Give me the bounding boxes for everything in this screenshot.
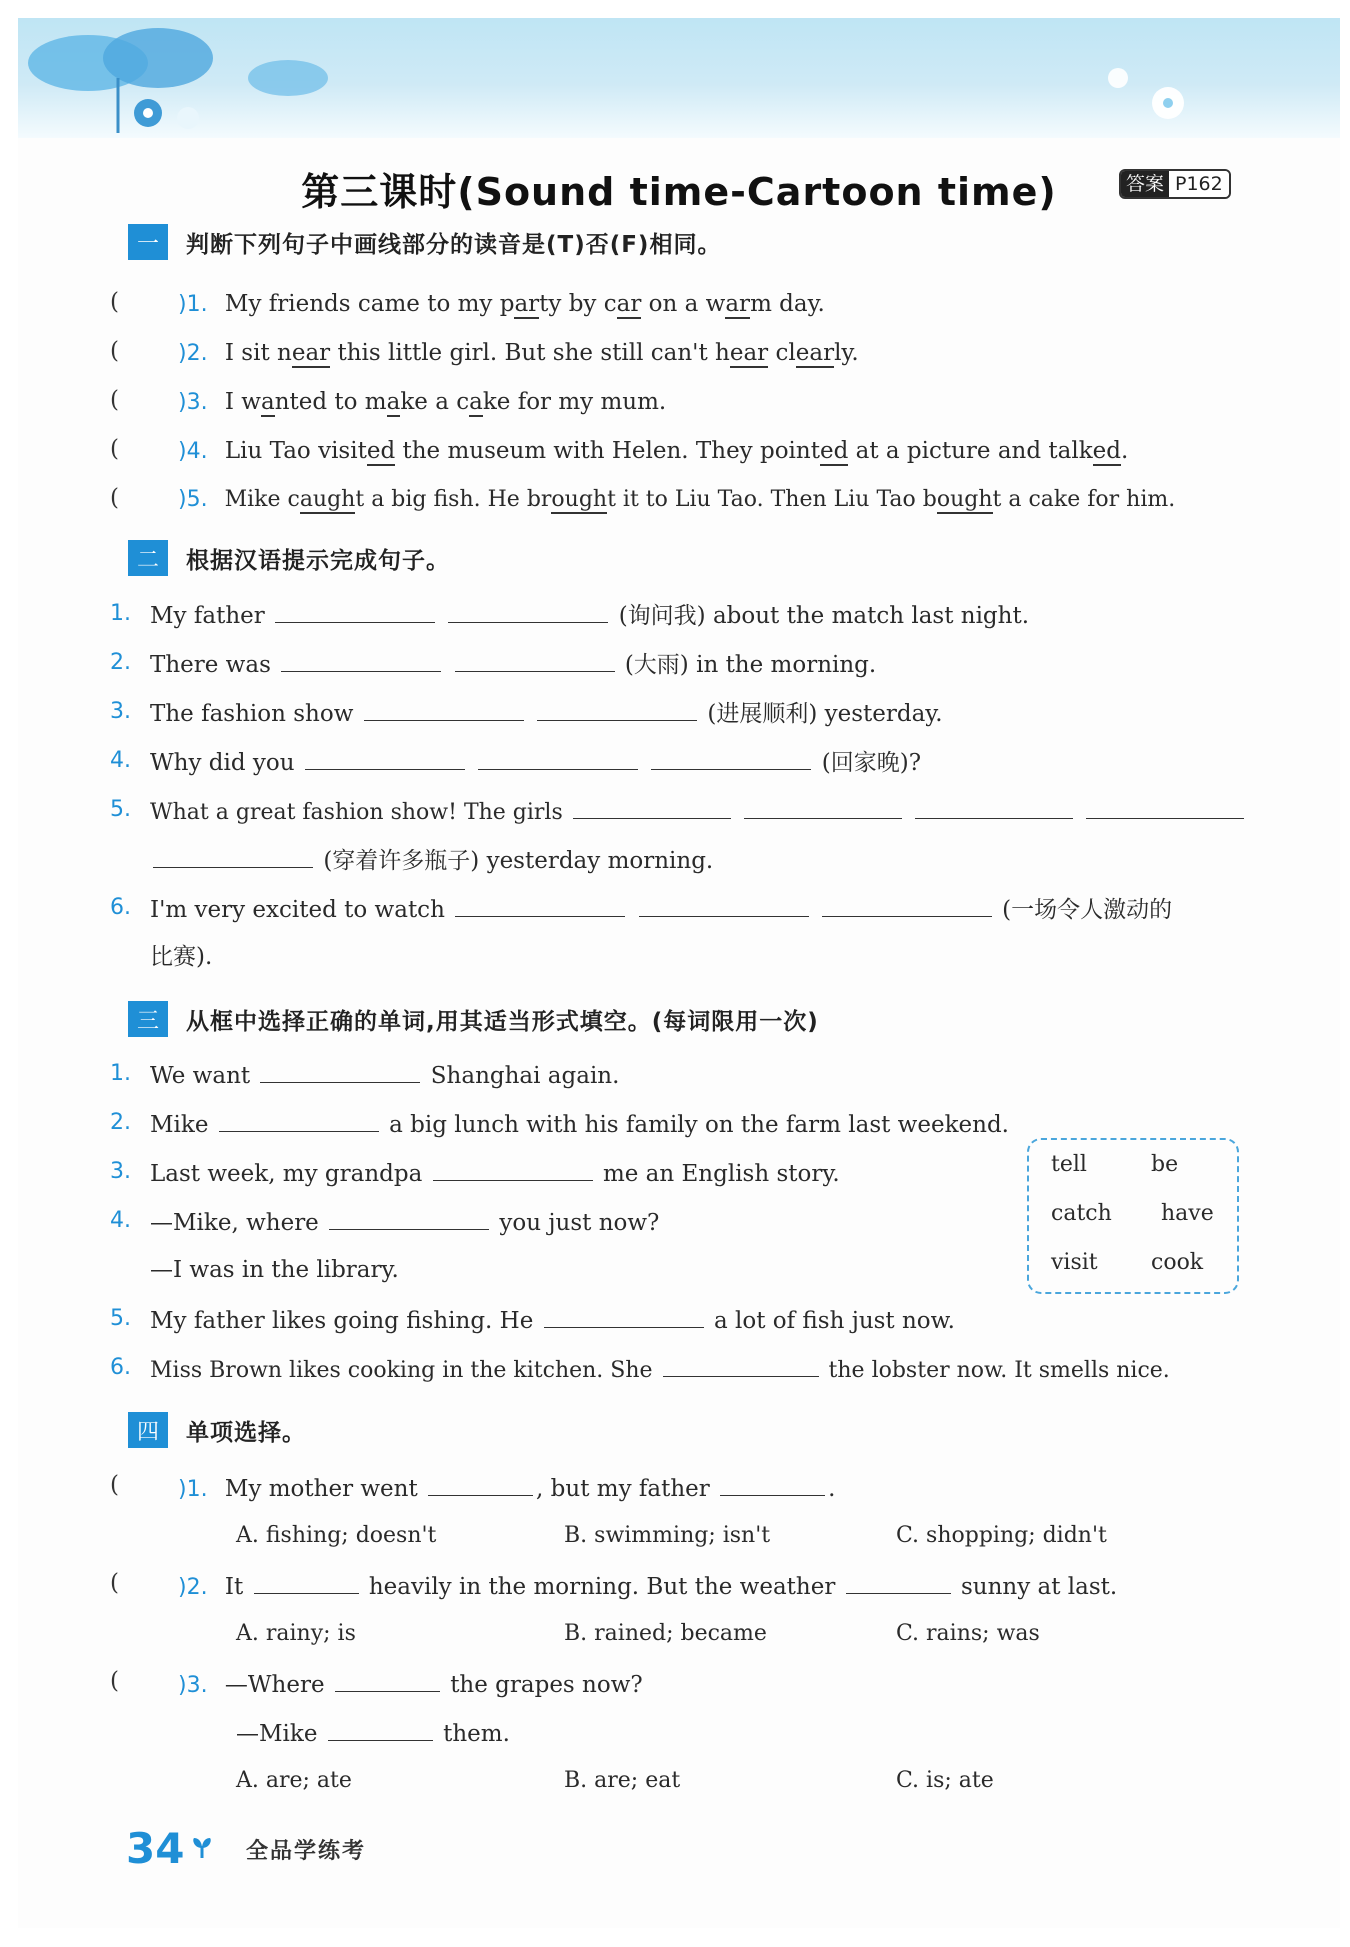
- answer-blank[interactable]: [455, 892, 625, 917]
- section-4-number: 四: [128, 1412, 168, 1448]
- answer-blank[interactable]: [639, 892, 809, 917]
- item-number: 6.: [110, 895, 131, 920]
- option-c[interactable]: C. shopping; didn't: [896, 1523, 1107, 1548]
- word-bank-word: have: [1161, 1201, 1214, 1226]
- item-number: 1.: [110, 601, 131, 626]
- s2-question-6-cont: 比赛).: [150, 944, 213, 970]
- header-banner: [18, 18, 1340, 138]
- answer-bracket: (: [110, 485, 119, 511]
- s4-question-2: )2. It heavily in the morning. But the weather sunny at last.: [178, 1569, 1117, 1604]
- answer-blank[interactable]: [651, 745, 811, 770]
- answer-blank[interactable]: [281, 647, 441, 672]
- item-number: 3.: [110, 1159, 131, 1184]
- option-c[interactable]: C. rains; was: [896, 1621, 1040, 1646]
- answer-blank[interactable]: [720, 1471, 825, 1496]
- answer-bracket[interactable]: (: [110, 1472, 119, 1498]
- worksheet-page: [18, 18, 1340, 1928]
- word-bank-word: be: [1151, 1152, 1179, 1177]
- answer-bracket: (: [110, 338, 119, 364]
- option-b[interactable]: B. rained; became: [564, 1621, 767, 1646]
- item-number: )1.: [178, 292, 208, 317]
- s2-question-2: There was (大雨) in the morning.: [150, 647, 876, 681]
- sentence: My friends came to my party by car on a warm day.: [224, 291, 825, 317]
- s4-question-3-reply: —Mike them.: [236, 1716, 510, 1750]
- answer-bracket: (: [110, 436, 119, 462]
- item-number: 6.: [110, 1355, 131, 1380]
- section-2-header: [128, 540, 450, 576]
- answer-blank[interactable]: [329, 1205, 489, 1230]
- option-c[interactable]: C. is; ate: [896, 1768, 994, 1793]
- answer-blank[interactable]: [305, 745, 465, 770]
- page-number: 34: [126, 1824, 185, 1873]
- item-number: 5.: [110, 797, 131, 822]
- answer-blank[interactable]: [153, 843, 313, 868]
- item-number: 4.: [110, 1208, 131, 1233]
- publisher-name: 全品学练考: [246, 1839, 367, 1864]
- option-a[interactable]: A. are; ate: [236, 1768, 352, 1793]
- option-a[interactable]: A. fishing; doesn't: [236, 1523, 437, 1548]
- item-number: )5.: [178, 487, 208, 512]
- answer-blank[interactable]: [915, 794, 1073, 819]
- answer-blank[interactable]: [428, 1471, 533, 1496]
- section-3-instruction: 从框中选择正确的单词,用其适当形式填空。(每词限用一次): [186, 1008, 819, 1035]
- answer-blank[interactable]: [455, 647, 615, 672]
- answer-blank[interactable]: [254, 1569, 359, 1594]
- answer-blank[interactable]: [275, 598, 435, 623]
- answer-blank[interactable]: [744, 794, 902, 819]
- answer-blank[interactable]: [822, 892, 992, 917]
- answer-blank[interactable]: [846, 1569, 951, 1594]
- section-4-instruction: 单项选择。: [186, 1419, 306, 1446]
- s2-question-5-cont: (穿着许多瓶子) yesterday morning.: [150, 843, 713, 877]
- word-bank-box: [1027, 1138, 1239, 1294]
- word-bank-word: catch: [1051, 1201, 1112, 1226]
- answer-label: 答案: [1121, 171, 1169, 197]
- page-title: 第三课时(Sound time-Cartoon time): [301, 170, 1057, 214]
- answer-blank[interactable]: [433, 1156, 593, 1181]
- s2-question-5: What a great fashion show! The girls: [150, 794, 1247, 829]
- section-4-header: [128, 1412, 306, 1448]
- item-number: )2.: [178, 341, 208, 366]
- item-number: )4.: [178, 439, 208, 464]
- section-2-instruction: 根据汉语提示完成句子。: [186, 547, 450, 574]
- section-3-number: 三: [128, 1001, 168, 1037]
- answer-bracket[interactable]: (: [110, 1668, 119, 1694]
- answer-blank[interactable]: [1086, 794, 1244, 819]
- item-number: 2.: [110, 650, 131, 675]
- answer-blank[interactable]: [478, 745, 638, 770]
- word-bank-word: tell: [1051, 1152, 1087, 1177]
- item-number: 1.: [110, 1061, 131, 1086]
- s3-question-2: Mike a big lunch with his family on the farm last weekend.: [150, 1107, 1009, 1141]
- answer-blank[interactable]: [573, 794, 731, 819]
- item-number: 2.: [110, 1110, 131, 1135]
- leaf-icon: [190, 1836, 214, 1860]
- s3-question-4: —Mike, where you just now?: [150, 1205, 659, 1239]
- option-b[interactable]: B. are; eat: [564, 1768, 681, 1793]
- word-bank-word: cook: [1151, 1250, 1204, 1275]
- sentence: Liu Tao visited the museum with Helen. They pointed at a picture and talked.: [224, 438, 1129, 464]
- section-1-header: [128, 224, 721, 260]
- option-a[interactable]: A. rainy; is: [236, 1621, 356, 1646]
- answer-reference-tag: [1119, 169, 1231, 199]
- sentence: Mike caught a big fish. He brought it to Liu Tao. Then Liu Tao bought a cake for him.: [224, 487, 1176, 512]
- answer-blank[interactable]: [219, 1107, 379, 1132]
- item-number: )3.: [178, 390, 208, 415]
- item-number: 4.: [110, 748, 131, 773]
- s2-question-1: My father (询问我) about the match last night.: [150, 598, 1029, 632]
- item-number: 3.: [110, 699, 131, 724]
- answer-blank[interactable]: [364, 696, 524, 721]
- s3-question-6: Miss Brown likes cooking in the kitchen. She the lobster now. It smells nice.: [150, 1352, 1170, 1387]
- section-3-header: [128, 1001, 819, 1037]
- answer-blank[interactable]: [537, 696, 697, 721]
- answer-blank[interactable]: [544, 1303, 704, 1328]
- item-number: 5.: [110, 1306, 131, 1331]
- s4-question-1: )1. My mother went , but my father .: [178, 1471, 835, 1506]
- s3-question-1: We want Shanghai again.: [150, 1058, 619, 1092]
- answer-blank[interactable]: [448, 598, 608, 623]
- section-1-instruction: 判断下列句子中画线部分的读音是(T)否(F)相同。: [186, 231, 722, 258]
- s3-question-5: My father likes going fishing. He a lot of fish just now.: [150, 1303, 955, 1337]
- s2-question-3: The fashion show (进展顺利) yesterday.: [150, 696, 943, 730]
- answer-bracket[interactable]: (: [110, 1570, 119, 1596]
- decorative-clouds-flowers: [18, 18, 1340, 138]
- answer-page: P162: [1169, 171, 1229, 197]
- answer-bracket: (: [110, 387, 119, 413]
- answer-blank[interactable]: [260, 1058, 420, 1083]
- s3-question-3: Last week, my grandpa me an English story.: [150, 1156, 840, 1190]
- sentence: I sit near this little girl. But she still can't hear clearly.: [224, 340, 859, 366]
- s4-question-3: )3. —Where the grapes now?: [178, 1667, 643, 1702]
- answer-blank[interactable]: [335, 1667, 440, 1692]
- word-bank-word: visit: [1051, 1250, 1098, 1275]
- section-1-number: 一: [128, 224, 168, 260]
- answer-blank[interactable]: [328, 1716, 433, 1741]
- answer-blank[interactable]: [663, 1352, 819, 1377]
- option-b[interactable]: B. swimming; isn't: [564, 1523, 771, 1548]
- s2-question-6: I'm very excited to watch (一场令人激动的: [150, 892, 1172, 926]
- section-2-number: 二: [128, 540, 168, 576]
- answer-bracket: (: [110, 289, 119, 315]
- s2-question-4: Why did you (回家晚)?: [150, 745, 921, 779]
- sentence: I wanted to make a cake for my mum.: [224, 389, 667, 415]
- s3-question-4-reply: —I was in the library.: [150, 1257, 399, 1283]
